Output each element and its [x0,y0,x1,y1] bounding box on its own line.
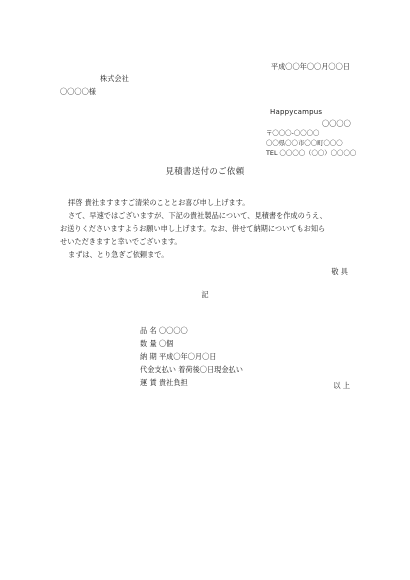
details-list [140,324,243,389]
body-line: さて、早速ではございますが、下記の貴社製品について、見積書を作成のうえ、 [68,211,327,220]
sender-telephone: TEL 〇〇〇〇（〇〇）〇〇〇〇 [266,149,357,157]
detail-item: 数 量 〇個 [140,339,174,348]
detail-item: 代金支払い 着荷後〇日現金払い [140,365,243,374]
letter-body [60,196,360,261]
closing-ijou: 以 上 [333,381,350,390]
detail-item: 運 賃 貴社負担 [140,378,188,387]
body-line: まずは、とり急ぎご依頼まで。 [68,250,169,259]
letter-date: 平成〇〇年〇〇月〇〇日 [270,62,350,71]
detail-item: 品 名 〇〇〇〇 [140,326,188,335]
recipient-company: 株式会社 [100,74,129,83]
sender-representative: 〇〇〇〇 [322,119,351,128]
sender-address: 〇〇県〇〇市〇〇町〇〇〇 [266,139,343,147]
body-line: せいただきますと幸いでございます。 [60,237,182,246]
recipient-name: 〇〇〇〇様 [60,87,96,96]
closing-keigu: 敬 具 [331,267,348,276]
detail-item: 納 期 平成〇年〇月〇日 [140,352,217,361]
body-line: 拝啓 貴社ますますご清栄のこととお喜び申し上げます。 [68,198,250,207]
body-line: お送りくださいますようお願い申し上げます。なお、併せて納期についてもお知ら [60,224,326,233]
ki-heading: 記 [201,290,209,299]
letter-title: 見積書送付のご依頼 [165,166,245,176]
sender-company: Happycampus [270,108,323,116]
sender-postal-code: 〒〇〇〇-〇〇〇〇 [266,129,320,137]
